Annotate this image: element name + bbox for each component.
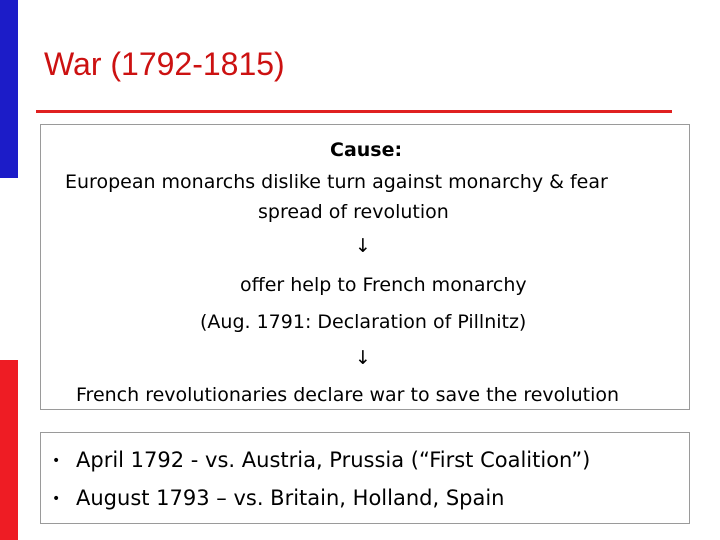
bullet-icon: • <box>52 491 61 507</box>
cause-line-2: spread of revolution <box>258 201 449 223</box>
title-underline <box>36 110 672 113</box>
slide-title: War (1792-1815) <box>44 46 285 82</box>
list-item-text: August 1793 – vs. Britain, Holland, Spain <box>76 486 505 510</box>
list-item <box>52 446 590 475</box>
down-arrow-icon: ↓ <box>355 347 371 369</box>
cause-line-5: French revolutionaries declare war to save the revolution <box>76 384 620 406</box>
list-item-text: April 1792 - vs. Austria, Prussia (“First Coalition”) <box>76 448 591 472</box>
cause-line-3: offer help to French monarchy <box>240 274 527 296</box>
left-accent-bar-blue <box>0 0 18 178</box>
cause-line-4: (Aug. 1791: Declaration of Pillnitz) <box>200 311 527 333</box>
cause-line-1: European monarchs dislike turn against monarchy & fear <box>65 171 608 193</box>
bullet-icon: • <box>52 453 61 469</box>
list-item <box>52 484 505 513</box>
down-arrow-icon: ↓ <box>355 235 371 257</box>
left-accent-bar-red <box>0 360 18 540</box>
cause-label: Cause: <box>330 139 403 161</box>
